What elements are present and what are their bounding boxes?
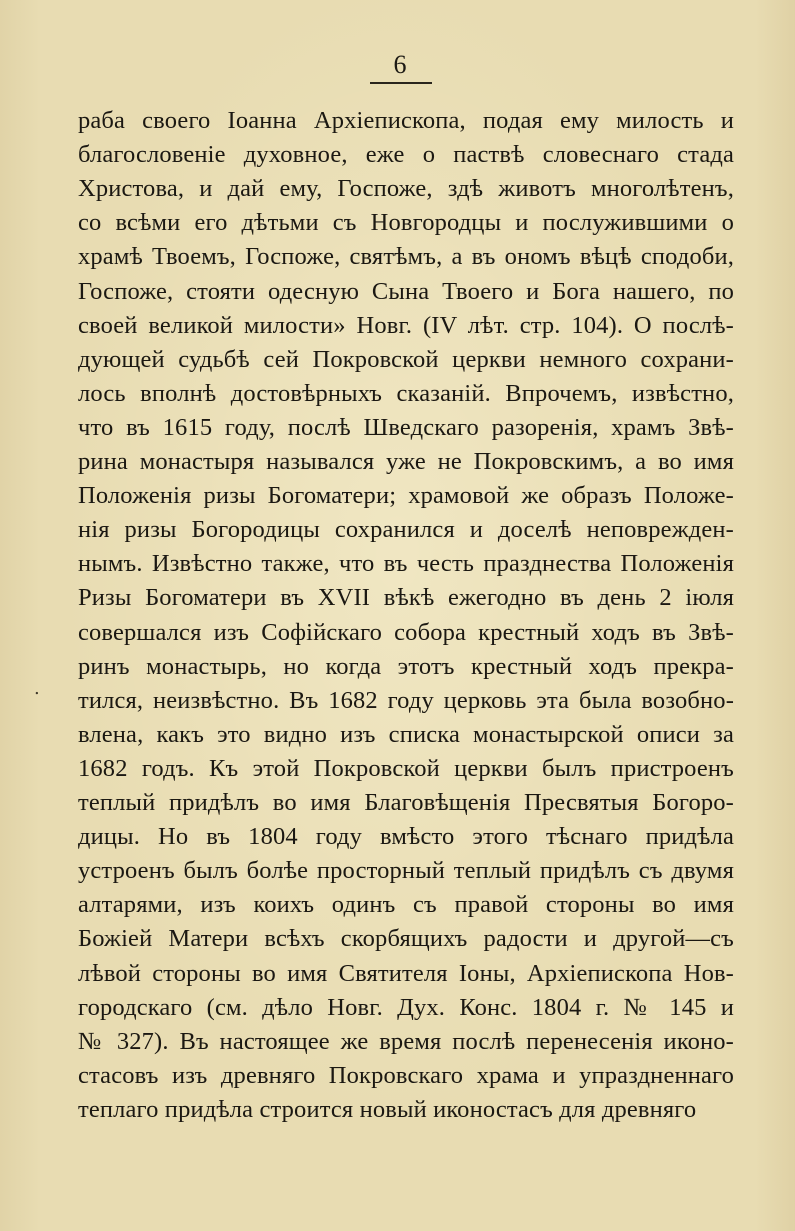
text-line: тился, неизвѣстно. Въ 1682 году церковь эта была возобно- xyxy=(78,686,734,714)
text-line: что въ 1615 году, послѣ Шведскаго разоренія, храмъ Звѣ- xyxy=(78,413,734,441)
text-line: нія ризы Богородицы сохранился и доселѣ неповрежден- xyxy=(78,516,734,544)
text-line: стасовъ изъ древняго Покровскаго храма и упраздненнаго xyxy=(78,1061,734,1089)
text-line: теплаго придѣла строится новый иконостасъ для древняго xyxy=(78,1095,697,1123)
text-line: дицы. Но въ 1804 году вмѣсто этого тѣснаго придѣла xyxy=(78,823,734,851)
text-line: благословеніе духовное, еже о паствѣ словеснаго стада xyxy=(78,141,734,169)
text-line: городскаго (см. дѣло Новг. Дух. Конс. 1804 г. № 145 и xyxy=(78,993,734,1021)
text-line: Положенія ризы Богоматери; храмовой же образъ Положе- xyxy=(78,482,734,510)
text-line: со всѣми его дѣтьми съ Новгородцы и послужившими о xyxy=(78,209,734,237)
text-line: Ризы Богоматери въ XVII вѣкѣ ежегодно въ день 2 іюля xyxy=(78,584,734,612)
text-line: Христова, и дай ему, Госпоже, здѣ животъ многолѣтенъ, xyxy=(78,175,734,203)
text-line: алтарями, изъ коихъ одинъ съ правой стороны во имя xyxy=(78,891,734,919)
text-line: лось вполнѣ достовѣрныхъ сказаній. Впрочемъ, извѣстно, xyxy=(78,379,734,407)
text-line: № 327). Въ настоящее же время послѣ перенесенія иконо- xyxy=(78,1027,734,1055)
text-line: нымъ. Извѣстно также, что въ честь празднества Положенія xyxy=(78,550,734,578)
text-line: устроенъ былъ болѣе просторный теплый придѣлъ съ двумя xyxy=(78,857,734,885)
text-line: раба своего Іоанна Архіепископа, подая ему милость и xyxy=(78,107,734,134)
text-line: влена, какъ это видно изъ списка монастырской описи за xyxy=(78,720,734,748)
text-line: теплый придѣлъ во имя Благовѣщенія Пресвятыя Богоро- xyxy=(78,789,734,816)
text-line: ринъ монастырь, но когда этотъ крестный ходъ прекра- xyxy=(78,652,734,680)
text-line: Госпоже, стояти одесную Сына Твоего и Бога нашего, по xyxy=(78,277,734,305)
text-line: рина монастыря назывался уже не Покровскимъ, а во имя xyxy=(78,448,734,475)
text-line: 1682 годъ. Къ этой Покровской церкви былъ пристроенъ xyxy=(78,754,734,782)
text-line: совершался изъ Софійскаго собора крестный ходъ въ Звѣ- xyxy=(78,618,734,646)
text-line: дующей судьбѣ сей Покровской церкви немного сохрани- xyxy=(78,345,734,373)
text-line: своей великой милости» Новг. (IV лѣт. стр. 104). О послѣ- xyxy=(78,311,734,339)
text-line: Божіей Матери всѣхъ скорбящихъ радости и другой—съ xyxy=(78,925,734,953)
text-line: храмѣ Твоемъ, Госпоже, святѣмъ, а въ ономъ вѣцѣ сподоби, xyxy=(78,243,734,271)
page-number: 6 xyxy=(393,50,407,79)
margin-mark: . xyxy=(34,678,40,699)
text-line: лѣвой стороны во имя Святителя Іоны, Архіепископа Нов- xyxy=(78,959,734,987)
page-number-rule xyxy=(370,82,432,84)
